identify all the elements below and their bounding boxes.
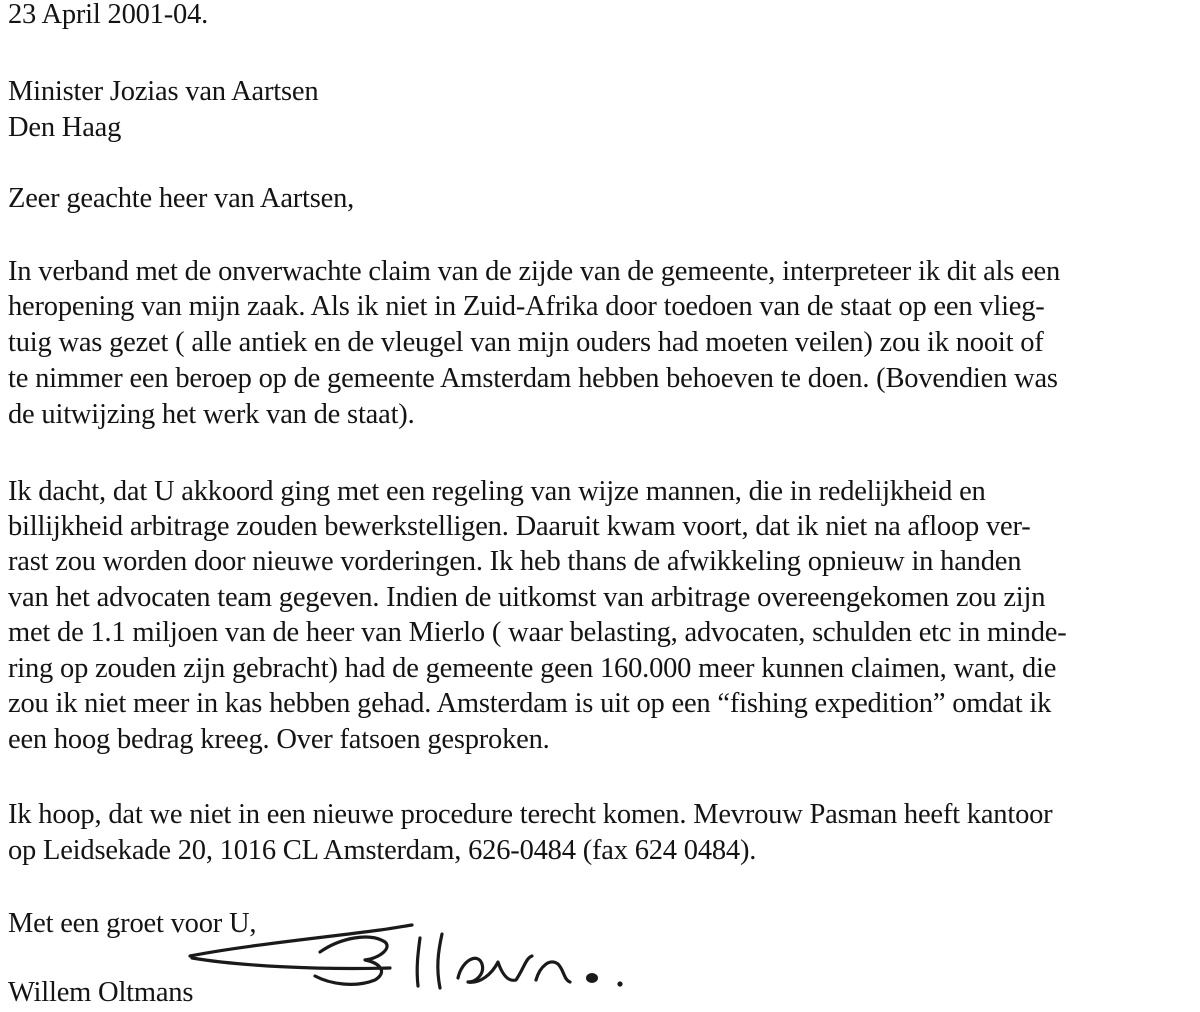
paragraph2-line: van het advocaten team gegeven. Indien de uitkomst van arbitrage overeengekomen zou zijn — [8, 582, 1046, 613]
letter-date: 23 April 2001-04. — [8, 0, 209, 30]
paragraph1-line: de uitwijzing het werk van de staat). — [8, 399, 415, 430]
paragraph3-line: Ik hoop, dat we niet in een nieuwe procedure terecht komen. Mevrouw Pasman heeft kantoor — [8, 799, 1053, 830]
paragraph2-line: Ik dacht, dat U akkoord ging met een regeling van wijze mannen, die in redelijkheid en — [8, 476, 986, 507]
paragraph2-line: zou ik niet meer in kas hebben gehad. Amsterdam is uit op een “fishing expedition” omdat ik — [8, 688, 1052, 719]
closing: Met een groet voor U, — [8, 908, 257, 939]
paragraph1-line: te nimmer een beroep op de gemeente Amsterdam hebben behoeven te doen. (Bovendien was — [8, 363, 1058, 394]
paragraph1-line: In verband met de onverwachte claim van de zijde van de gemeente, interpreteer ik dit als een — [8, 256, 1061, 287]
paragraph2-line: met de 1.1 miljoen van de heer van Mierlo ( waar belasting, advocaten, schulden etc in minde- — [8, 617, 1067, 648]
paragraph1-line: heropening van mijn zaak. Als ik niet in Zuid-Afrika door toedoen van de staat op een vlieg- — [8, 291, 1045, 322]
recipient-city: Den Haag — [8, 112, 122, 143]
signer-name: Willem Oltmans — [8, 977, 194, 1008]
paragraph2-line: rast zou worden door nieuwe vorderingen. Ik heb thans de afwikkeling opnieuw in handen — [8, 546, 1022, 577]
salutation: Zeer geachte heer van Aartsen, — [8, 183, 355, 214]
paragraph2-line: een hoog bedrag kreeg. Over fatsoen gesproken. — [8, 724, 550, 755]
paragraph2-line: ring op zouden zijn gebracht) had de gemeente geen 160.000 meer kunnen claimen, want, die — [8, 653, 1057, 684]
paragraph2-line: billijkheid arbitrage zouden bewerkstelligen. Daaruit kwam voort, dat ik niet na afloop ver- — [8, 511, 1031, 542]
recipient-name: Minister Jozias van Aartsen — [8, 76, 319, 107]
paragraph1-line: tuig was gezet ( alle antiek en de vleugel van mijn ouders had moeten veilen) zou ik nooit of — [8, 327, 1044, 358]
paragraph3-line: op Leidsekade 20, 1016 CL Amsterdam, 626-0484 (fax 624 0484). — [8, 835, 757, 866]
handwritten-signature — [180, 908, 660, 998]
